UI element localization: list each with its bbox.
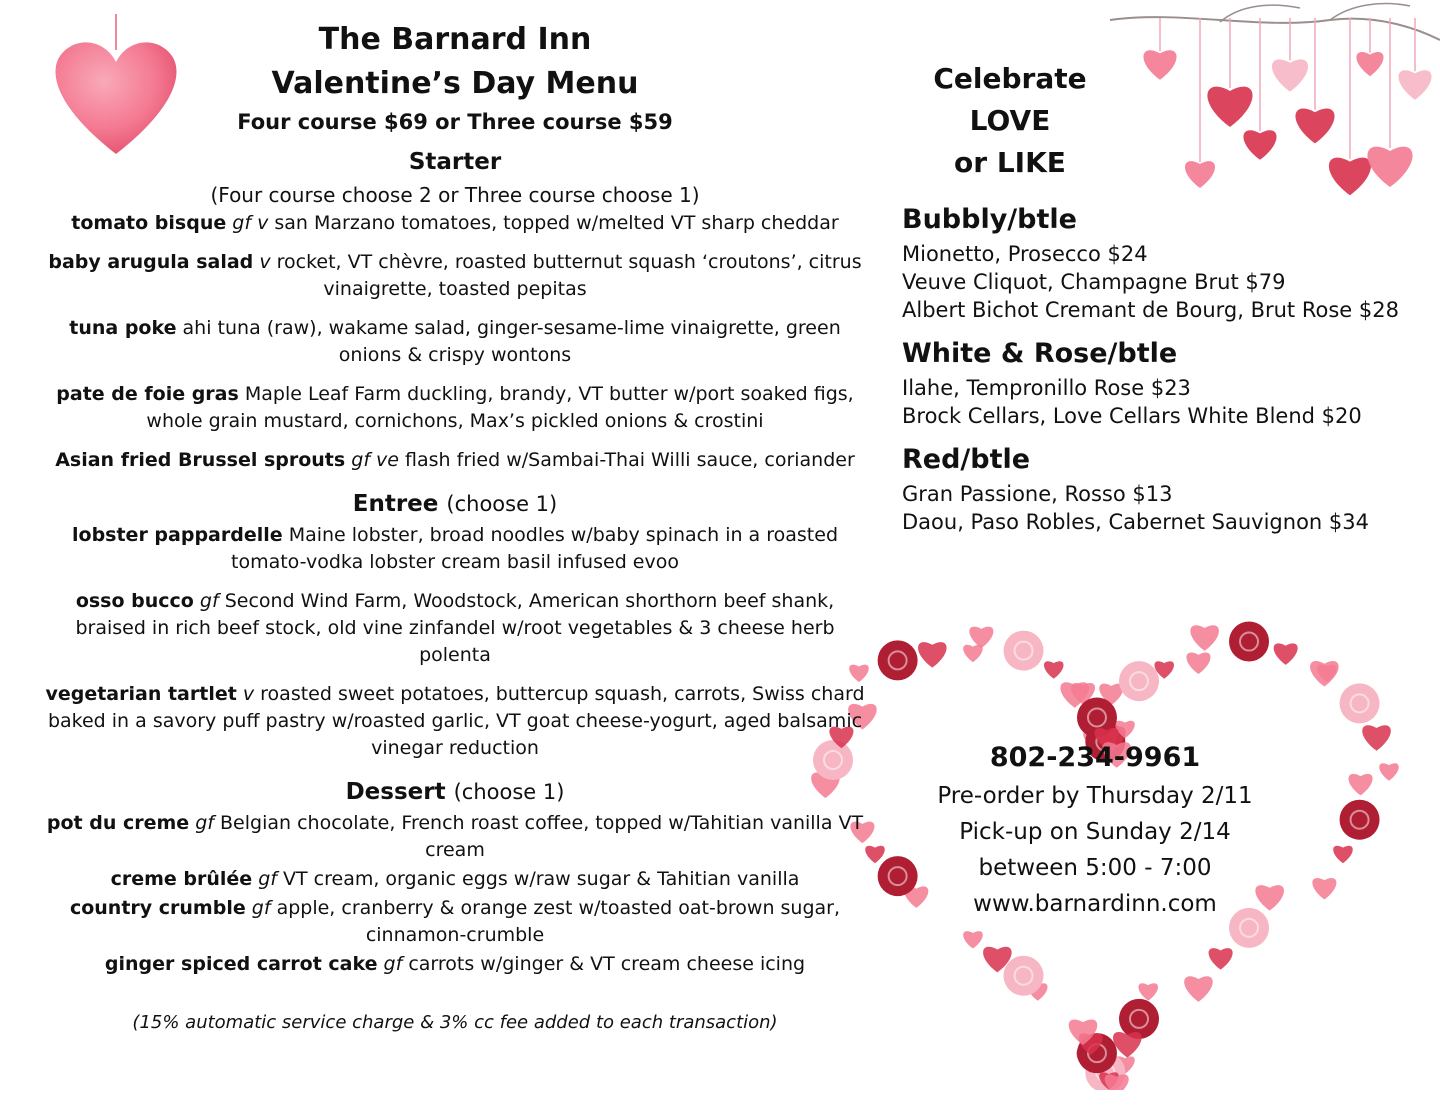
starter-note: (Four course choose 2 or Three course choose 1): [210, 183, 700, 207]
pickup-date: Pick-up on Sunday 2/14: [959, 819, 1231, 845]
wine-line: Veuve Cliquot, Champagne Brut $79: [902, 270, 1286, 294]
wine-heading: White & Rose/btle: [902, 338, 1178, 369]
menu-item-description: san Marzano tomatoes, topped w/melted VT sharp cheddar: [268, 212, 839, 234]
menu-item-name: creme brûlée: [110, 868, 253, 890]
entree-title: Entree: [352, 491, 439, 517]
menu-item-description: carrots w/ginger & VT cream cheese icing: [402, 953, 806, 975]
menu-item-name: pot du creme: [46, 812, 190, 834]
menu-item-tags: gf ve: [351, 449, 399, 471]
menu-item-name: tomato bisque: [71, 212, 227, 234]
menu-item: [40, 681, 870, 762]
menu-item-tags: gf: [383, 953, 403, 975]
menu-item-tags: gf: [258, 868, 277, 890]
wine-heading: Bubbly/btle: [902, 204, 1077, 235]
menu-item-description: Maple Leaf Farm duckling, brandy, VT butter w/port soaked figs, whole grain mustard, cornichons, Max’s pickled onions & crostini: [146, 383, 854, 432]
menu-item-name: country crumble: [69, 897, 246, 919]
menu-item: [40, 810, 870, 864]
phone-number[interactable]: 802-234-9961: [989, 742, 1201, 773]
entree-heading: [40, 486, 870, 522]
dessert-note: (choose 1): [453, 780, 565, 804]
price-line: Four course $69 or Three course $59: [237, 110, 673, 134]
wine-line: Gran Passione, Rosso $13: [902, 482, 1173, 506]
menu-item-description: Second Wind Farm, Woodstock, American shorthorn beef shank, braised in rich beef stock, old vine zinfandel w/root vegetables & 3 cheese herb polenta: [75, 590, 835, 666]
menu-item: [40, 522, 870, 576]
pickup-time: between 5:00 - 7:00: [978, 855, 1212, 881]
wine-group-white-rose: [902, 334, 1422, 430]
menu-item-tags: gf: [195, 812, 214, 834]
menu-item-name: lobster pappardelle: [72, 524, 283, 546]
menu-item: [40, 447, 870, 474]
menu-item: [40, 249, 870, 303]
entree-list: [40, 522, 870, 762]
wine-line: Daou, Paso Robles, Cabernet Sauvignon $34: [902, 510, 1369, 534]
menu-item: [40, 866, 870, 893]
celebrate-heading: [890, 58, 1130, 184]
wine-line: Brock Cellars, Love Cellars White Blend $20: [902, 404, 1362, 428]
menu-item-name: osso bucco: [75, 590, 194, 612]
menu-item: [40, 210, 870, 237]
wine-line: Albert Bichot Cremant de Bourg, Brut Rose $28: [902, 298, 1399, 322]
menu-item: [40, 381, 870, 435]
celebrate-line: or LIKE: [954, 146, 1066, 179]
wine-heading: Red/btle: [902, 444, 1031, 475]
wine-list: [902, 196, 1422, 546]
menu-item: [40, 588, 870, 669]
menu-column: [40, 18, 870, 1033]
menu-item-description: flash fried w/Sambai-Thai Willi sauce, coriander: [399, 449, 855, 471]
service-charge-note: (15% automatic service charge & 3% cc fee added to each transaction): [132, 1012, 778, 1033]
menu-item-description: VT cream, organic eggs w/raw sugar & Tahitian vanilla: [276, 868, 800, 890]
dessert-list: [40, 810, 870, 978]
website-link[interactable]: www.barnardinn.com: [973, 891, 1217, 917]
menu-item-description: ahi tuna (raw), wakame salad, ginger-sesame-lime vinaigrette, green onions & crispy wontons: [176, 317, 841, 366]
menu-item-tags: gf v: [232, 212, 269, 234]
menu-item-name: tuna poke: [69, 317, 177, 339]
wine-group-bubbly: [902, 200, 1422, 324]
menu-item-name: ginger spiced carrot cake: [104, 953, 378, 975]
contact-block: [905, 738, 1285, 922]
celebrate-line: Celebrate: [933, 62, 1087, 95]
menu-item-tags: gf: [199, 590, 219, 612]
entree-note: (choose 1): [446, 492, 558, 516]
menu-item-tags: v: [259, 251, 271, 273]
celebrate-line: LOVE: [969, 104, 1051, 137]
menu-item-name: pate de foie gras: [56, 383, 239, 405]
menu-item-tags: gf: [251, 897, 271, 919]
menu-title: Valentine’s Day Menu: [271, 66, 639, 101]
menu-item: [40, 315, 870, 369]
wine-line: Mionetto, Prosecco $24: [902, 242, 1148, 266]
dessert-title: Dessert: [345, 779, 446, 805]
menu-item-tags: v: [242, 683, 255, 705]
menu-item-description: roasted sweet potatoes, buttercup squash, carrots, Swiss chard baked in a savory puff pastry w/roasted garlic, VT goat cheese-yogurt, aged balsamic vinegar reduction: [47, 683, 865, 759]
menu-item-description: Belgian chocolate, French roast coffee, topped w/Tahitian vanilla VT cream: [213, 812, 864, 861]
dessert-heading: [40, 774, 870, 810]
menu-item-name: vegetarian tartlet: [45, 683, 237, 705]
menu-item: [40, 895, 870, 949]
wine-group-red: [902, 440, 1422, 536]
inn-name: The Barnard Inn: [318, 22, 592, 57]
preorder-date: Pre-order by Thursday 2/11: [937, 783, 1253, 809]
menu-item: [40, 951, 870, 978]
menu-item-name: baby arugula salad: [48, 251, 254, 273]
starter-heading: Starter: [408, 149, 502, 175]
starter-list: [40, 210, 870, 474]
menu-item-description: Maine lobster, broad noodles w/baby spinach in a roasted tomato-vodka lobster cream basil infused evoo: [231, 524, 838, 573]
menu-item-description: rocket, VT chèvre, roasted butternut squash ‘croutons’, citrus vinaigrette, toasted pepitas: [270, 251, 862, 300]
menu-item-description: apple, cranberry & orange zest w/toasted oat-brown sugar, cinnamon-crumble: [270, 897, 841, 946]
menu-item-name: Asian fried Brussel sprouts: [55, 449, 346, 471]
wine-line: Ilahe, Tempronillo Rose $23: [902, 376, 1191, 400]
